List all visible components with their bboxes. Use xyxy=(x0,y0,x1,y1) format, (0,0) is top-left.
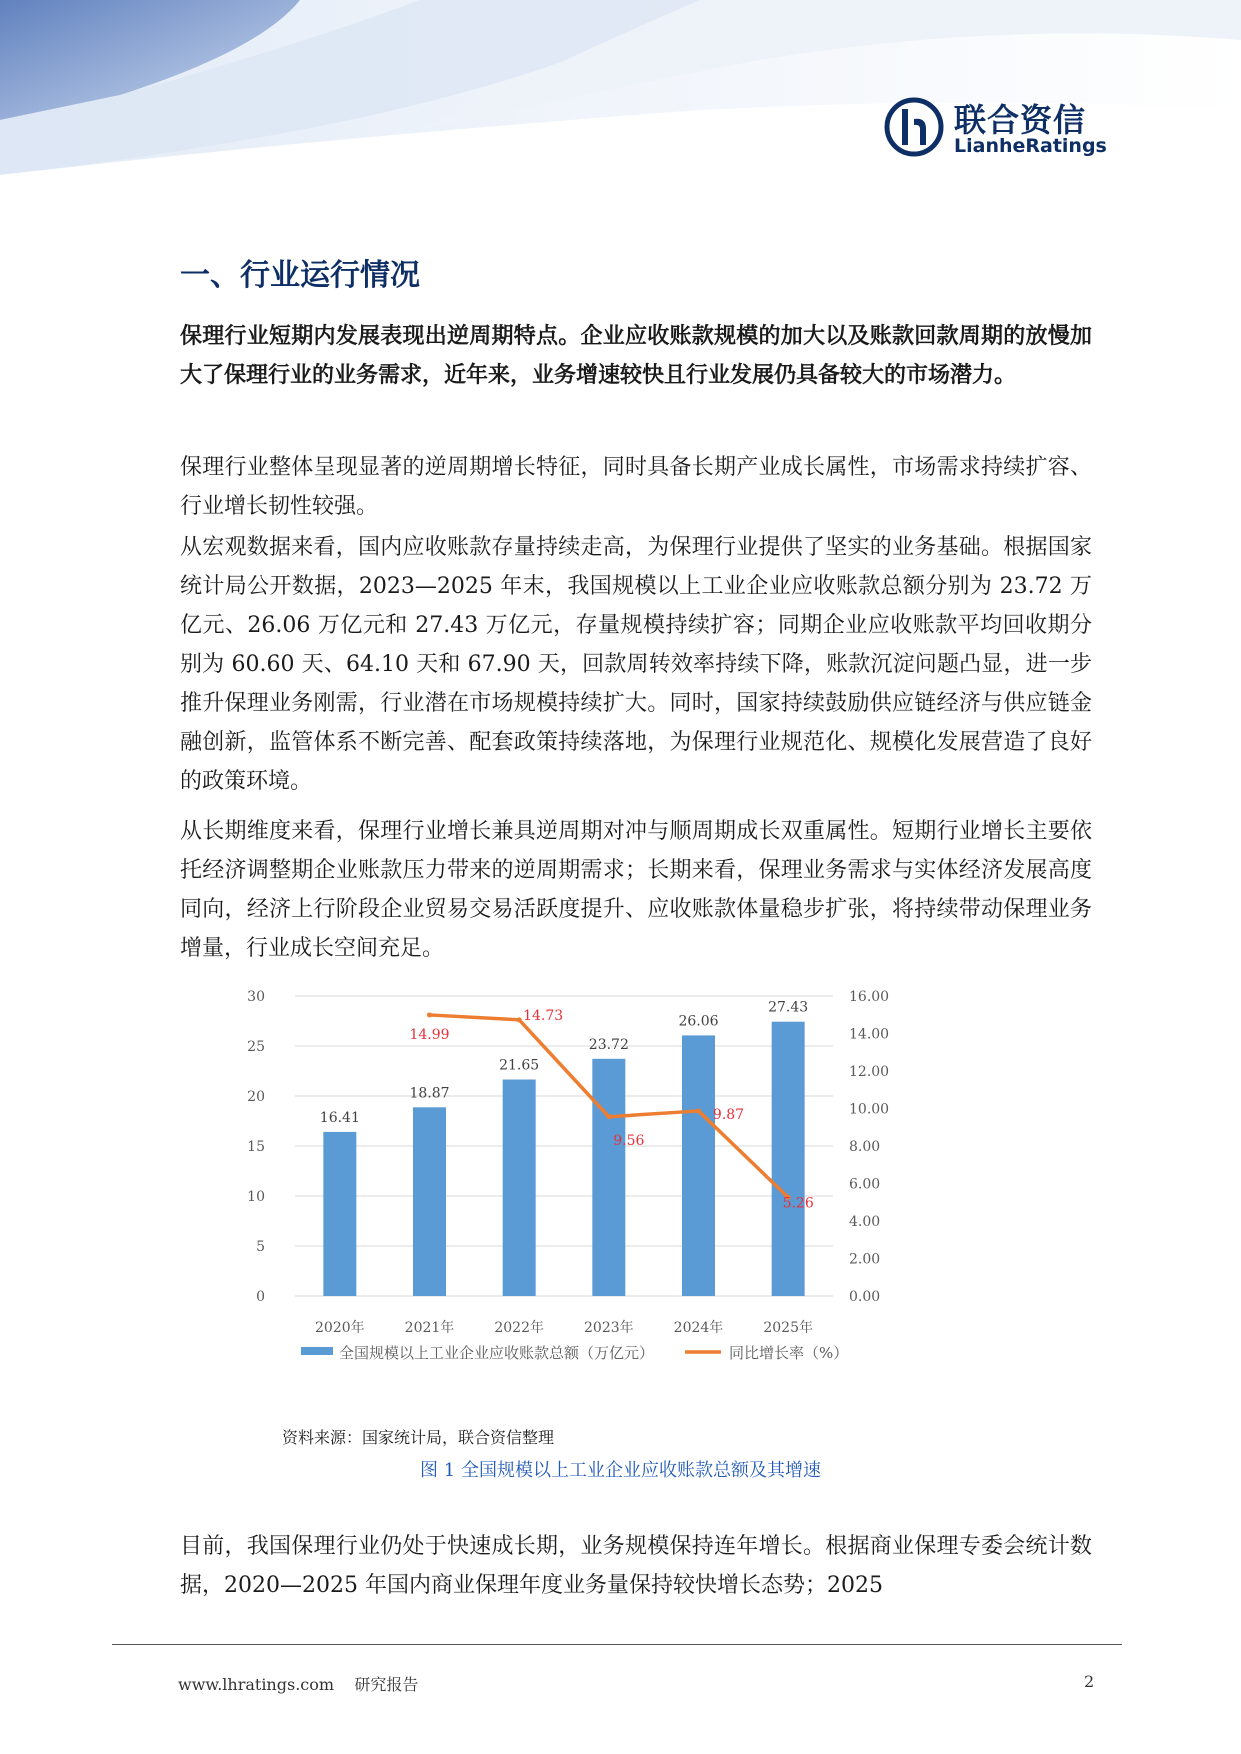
y-right-tick-label: 14.00 xyxy=(849,1026,890,1043)
y-right-tick-label: 6.00 xyxy=(849,1176,881,1193)
paragraph: 目前，我国保理行业仍处于快速成长期，业务规模保持连年增长。根据商业保理专委会统计数据，2020—2025 年国内商业保理年度业务量保持较快增长态势；2025 xyxy=(180,1534,1092,1598)
y-left-tick-label: 10 xyxy=(247,1189,265,1205)
x-tick-label: 2022年 xyxy=(494,1320,544,1336)
y-left-tick-label: 0 xyxy=(256,1289,265,1305)
footer-divider xyxy=(112,1644,1122,1645)
company-logo xyxy=(884,95,1107,165)
legend-swatch-bar xyxy=(301,1347,333,1355)
figure-caption: 图 1 全国规模以上工业企业应收账款总额及其增速 xyxy=(420,1460,821,1481)
line-data-label: 14.99 xyxy=(409,1026,450,1043)
legend-label-bar: 全国规模以上工业企业应收账款总额（万亿元） xyxy=(339,1344,655,1362)
bar-data-label: 16.41 xyxy=(319,1109,360,1126)
x-tick-label: 2024年 xyxy=(673,1320,724,1336)
x-tick-label: 2023年 xyxy=(584,1320,634,1336)
y-right-tick-label: 10.00 xyxy=(849,1101,890,1118)
page-number: 2 xyxy=(1084,1672,1095,1691)
growth-rate-point xyxy=(517,1017,522,1022)
y-right-tick-label: 0.00 xyxy=(849,1289,881,1305)
line-data-label: 14.73 xyxy=(523,1007,564,1024)
y-right-tick-label: 8.00 xyxy=(849,1139,881,1155)
bar xyxy=(503,1080,536,1297)
bar xyxy=(772,1022,805,1296)
paragraph: 从长期维度来看，保理行业增长兼具逆周期对冲与顺周期成长双重属性。短期行业增长主要依托经济调整期企业账款压力带来的逆周期需求；长期来看，保理业务需求与实体经济发展高度同向，经济上行阶段企业贸易交易活跃度提升、应收账款体量稳步扩张，将持续带动保理业务增量，行业成长空间充足。 xyxy=(180,819,1092,961)
growth-rate-point xyxy=(696,1108,701,1113)
y-right-tick-label: 12.00 xyxy=(849,1064,890,1080)
paragraph-lead: 保理行业短期内发展表现出逆周期特点。企业应收账款规模的加大以及账款回款周期的放慢加大了保理行业的业务需求，近年来，业务增速较快且行业发展仍具备较大的市场潜力。 xyxy=(180,323,1092,388)
bar xyxy=(323,1132,356,1296)
logo-text-cn: 联合资信 xyxy=(954,101,1087,139)
line-data-label: 9.87 xyxy=(712,1106,745,1123)
growth-rate-point xyxy=(606,1114,611,1119)
bar-data-label: 21.65 xyxy=(499,1057,540,1074)
paragraph: 从宏观数据来看，国内应收账款存量持续走高，为保理行业提供了坚实的业务基础。根据国家统计局公开数据，2023—2025 年末，我国规模以上工业企业应收账款总额分别为 23.72 万亿元、26.06 万亿元和 27.43 万亿元，存量规模持续扩容；同期企业应收账款平均回收期分别为 60.60 天、64.10 天和 67.90 天，回款周转效率持续下降，账款沉淀问题凸显，进一步推升保理业务刚需，行业潜在市场规模持续扩大。同时，国家持续鼓励供应链经济与供应链金融创新，监管体系不断完善、配套政策持续落地，为保理行业规范化、规模化发展营造了良好的政策环境。 xyxy=(180,535,1092,794)
x-tick-label: 2020年 xyxy=(315,1320,365,1336)
source-note: 资料来源：国家统计局，联合资信整理 xyxy=(282,1428,555,1447)
bar xyxy=(682,1035,715,1296)
bar xyxy=(413,1107,446,1296)
bar-data-label: 26.06 xyxy=(678,1013,719,1030)
y-left-tick-label: 20 xyxy=(247,1089,265,1105)
footer-info xyxy=(178,1672,418,1695)
y-left-tick-label: 30 xyxy=(247,989,265,1005)
bar-data-label: 27.43 xyxy=(768,999,809,1016)
legend-label-line: 同比增长率（%） xyxy=(729,1344,849,1362)
receivables-chart xyxy=(247,980,985,1420)
line-data-label: 5.26 xyxy=(782,1195,814,1212)
y-right-tick-label: 2.00 xyxy=(849,1251,881,1268)
logo-mark-icon xyxy=(884,97,944,157)
y-left-tick-label: 15 xyxy=(247,1139,265,1155)
footer-url[interactable]: www.lhratings.com xyxy=(178,1675,335,1694)
y-left-tick-label: 5 xyxy=(256,1239,265,1255)
growth-rate-point xyxy=(427,1012,432,1017)
y-right-tick-label: 4.00 xyxy=(849,1214,881,1230)
y-right-tick-label: 16.00 xyxy=(849,989,890,1005)
bar-data-label: 18.87 xyxy=(409,1085,450,1102)
bar-data-label: 23.72 xyxy=(588,1036,629,1053)
section-title: 一、行业运行情况 xyxy=(180,258,420,293)
line-data-label: 9.56 xyxy=(613,1132,645,1149)
x-tick-label: 2021年 xyxy=(404,1320,455,1336)
y-left-tick-label: 25 xyxy=(247,1039,265,1055)
x-tick-label: 2025年 xyxy=(763,1320,813,1336)
paragraph: 保理行业整体呈现显著的逆周期增长特征，同时具备长期产业成长属性，市场需求持续扩容、行业增长韧性较强。 xyxy=(180,455,1092,519)
logo-text-en: LianheRatings xyxy=(954,135,1107,157)
bar xyxy=(592,1059,625,1296)
footer-report-type: 研究报告 xyxy=(354,1675,419,1694)
